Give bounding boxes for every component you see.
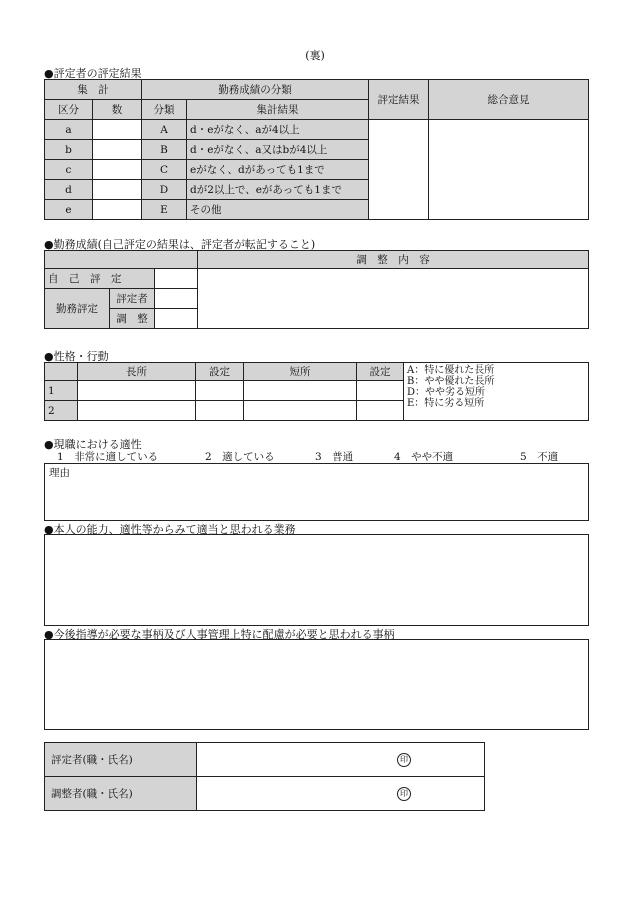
adjust-content-header: 調 整 内 容 — [198, 251, 589, 269]
overall-opinion-cell[interactable] — [429, 120, 589, 220]
adjuster-name-label: 調整者(職・氏名) — [45, 777, 197, 811]
row-number: 1 — [45, 381, 78, 401]
weakness-header: 短所 — [244, 363, 357, 381]
rater-name-field[interactable] — [197, 743, 485, 777]
weakness-setting-header: 設定 — [357, 363, 404, 381]
evaluation-result-table — [44, 79, 589, 220]
weakness-setting-cell[interactable] — [357, 381, 404, 401]
legend-item: B：やや優れた長所 — [407, 376, 495, 387]
result-desc-cell: d・eがなく、a又はbが4以上 — [187, 140, 369, 160]
kubun-cell: b — [45, 140, 93, 160]
count-cell[interactable] — [93, 180, 142, 200]
evaluation-result-heading: ●評定者の評定結果 — [44, 67, 142, 80]
aptitude-option[interactable]: 1 非常に適している — [57, 451, 159, 463]
guidance-box[interactable] — [44, 639, 589, 730]
kubun-header: 区分 — [45, 100, 93, 120]
tally-header: 集 計 — [45, 80, 142, 100]
bunrui-cell: E — [142, 200, 187, 220]
category-header: 勤務成績の分類 — [142, 80, 369, 100]
work-rating-label: 勤務評定 — [45, 289, 110, 329]
bunrui-cell: D — [142, 180, 187, 200]
legend-item: E：特に劣る短所 — [407, 398, 485, 409]
result-header: 集計結果 — [187, 100, 369, 120]
aptitude-heading: ●現職における適性 — [44, 438, 142, 451]
bunrui-cell: A — [142, 120, 187, 140]
adjust-rating-cell[interactable] — [155, 309, 198, 329]
adjust-label: 調 整 — [110, 309, 155, 329]
legend-item: A：特に優れた長所 — [407, 365, 495, 376]
count-cell[interactable] — [93, 140, 142, 160]
result-desc-cell: d・eがなく、aが4以上 — [187, 120, 369, 140]
kubun-cell: d — [45, 180, 93, 200]
work-performance-label-header — [45, 251, 198, 269]
strength-header: 長所 — [78, 363, 196, 381]
rater-rating-cell[interactable] — [155, 289, 198, 309]
strength-cell[interactable] — [78, 401, 196, 421]
row-number: 2 — [45, 401, 78, 421]
weakness-cell[interactable] — [244, 381, 357, 401]
adjuster-name-field[interactable] — [197, 777, 485, 811]
number-header — [45, 363, 78, 381]
page-title: (裏) — [305, 49, 325, 62]
result-desc-cell: その他 — [187, 200, 369, 220]
weakness-cell[interactable] — [244, 401, 357, 421]
kubun-cell: a — [45, 120, 93, 140]
strength-setting-header: 設定 — [196, 363, 244, 381]
seal-icon: 印 — [397, 753, 411, 767]
bunrui-header: 分類 — [142, 100, 187, 120]
aptitude-option[interactable]: 2 適している — [205, 451, 275, 463]
strength-setting-cell[interactable] — [196, 381, 244, 401]
kubun-cell: e — [45, 200, 93, 220]
weakness-setting-cell[interactable] — [357, 401, 404, 421]
self-rating-cell[interactable] — [155, 269, 198, 289]
self-rating-label: 自 己 評 定 — [45, 269, 155, 289]
strength-setting-cell[interactable] — [196, 401, 244, 421]
aptitude-option[interactable]: 3 普通 — [315, 451, 354, 463]
rater-label: 評定者 — [110, 289, 155, 309]
legend — [404, 363, 589, 421]
reason-label: 理由 — [49, 467, 70, 479]
count-header: 数 — [93, 100, 142, 120]
work-performance-table — [44, 250, 589, 329]
aptitude-option[interactable]: 4 やや不適 — [394, 451, 454, 463]
signature-table — [44, 742, 485, 811]
seal-icon: 印 — [397, 787, 411, 801]
suitable-work-box[interactable] — [44, 534, 589, 626]
count-cell[interactable] — [93, 160, 142, 180]
adjust-content-cell[interactable] — [198, 269, 589, 329]
count-cell[interactable] — [93, 120, 142, 140]
guidance-heading: ●今後指導が必要な事柄及び人事管理上特に配慮が必要と思われる事柄 — [44, 628, 395, 641]
result-desc-cell: eがなく、dがあっても1まで — [187, 160, 369, 180]
rating-cell[interactable] — [369, 120, 429, 220]
bunrui-cell: C — [142, 160, 187, 180]
suitable-work-heading: ●本人の能力、適性等からみて適当と思われる業務 — [44, 523, 296, 536]
legend-item: D：やや劣る短所 — [407, 387, 486, 398]
strength-cell[interactable] — [78, 381, 196, 401]
count-cell[interactable] — [93, 200, 142, 220]
rater-name-label: 評定者(職・氏名) — [45, 743, 197, 777]
kubun-cell: c — [45, 160, 93, 180]
personality-table — [44, 362, 589, 421]
aptitude-option[interactable]: 5 不適 — [520, 451, 559, 463]
work-performance-heading: ●勤務成績(自己評定の結果は、評定者が転記すること) — [44, 238, 316, 251]
rating-header: 評定結果 — [369, 80, 429, 120]
aptitude-reason-box[interactable] — [44, 463, 589, 521]
bunrui-cell: B — [142, 140, 187, 160]
result-desc-cell: dが2以上で、eがあっても1まで — [187, 180, 369, 200]
personality-heading: ●性格・行動 — [44, 350, 109, 363]
overall-opinion-header: 総合意見 — [429, 80, 589, 120]
